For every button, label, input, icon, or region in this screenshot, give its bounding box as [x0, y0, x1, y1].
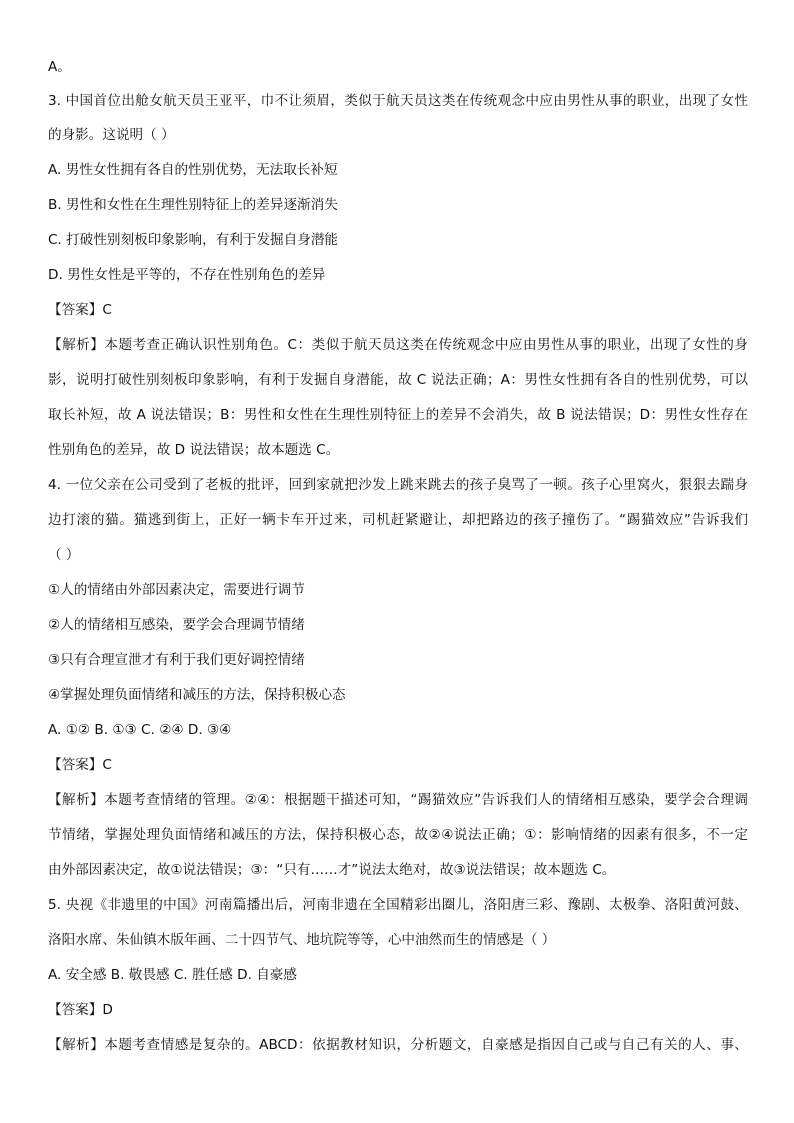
question-4-analysis-line-2: 节情绪，掌握处理负面情绪和减压的方法，保持积极心态，故②④说法正确；①：影响情绪的因素有很多，不一定 [48, 827, 748, 843]
question-4-statement-3: ③只有合理宣泄才有利于我们更好调控情绪 [48, 652, 305, 668]
question-3-analysis-line-2: 影，说明打破性别刻板印象影响，有利于发掘自身潜能，故 C 说法正确；A：男性女性拥有各自的性别优势，可以 [48, 372, 748, 388]
question-4-statement-2: ②人的情绪相互感染，要学会合理调节情绪 [48, 617, 305, 633]
question-4-answer: 【答案】C [48, 757, 112, 773]
question-3-option-c: C. 打破性别刻板印象影响，有利于发掘自身潜能 [48, 232, 339, 248]
question-5-stem-line-2: 洛阳水席、朱仙镇木版年画、二十四节气、地坑院等等，心中油然而生的情感是（ ） [48, 932, 556, 948]
question-5-options: A. 安全感 B. 敬畏感 C. 胜任感 D. 自豪感 [48, 967, 298, 983]
question-3-stem-line-1: 3. 中国首位出舱女航天员王亚平，巾不让须眉，类似于航天员这类在传统观念中应由男性从事的职业，出现了女性 [48, 93, 748, 109]
question-4-options: A. ①② B. ①③ C. ②④ D. ③④ [48, 722, 232, 738]
question-3-answer: 【答案】C [48, 302, 112, 318]
question-5-analysis-line-1: 【解析】本题考查情感是复杂的。ABCD：依据教材知识，分析题文，自豪感是指因自己或与自己有关的人、事、 [48, 1037, 748, 1053]
question-4-statement-4: ④掌握处理负面情绪和减压的方法，保持积极心态 [48, 687, 346, 703]
question-3-option-b: B. 男性和女性在生理性别特征上的差异逐渐消失 [48, 197, 338, 213]
question-4-statement-1: ①人的情绪由外部因素决定，需要进行调节 [48, 582, 305, 598]
question-3-analysis-line-1: 【解析】本题考查正确认识性别角色。C：类似于航天员这类在传统观念中应由男性从事的职业，出现了女性的身 [48, 337, 748, 353]
question-4-stem-line-2: 边打滚的猫。猫逃到街上，正好一辆卡车开过来，司机赶紧避让，却把路边的孩子撞伤了。“踢猫效应”告诉我们 [48, 512, 748, 528]
question-4-analysis-line-3: 由外部因素决定，故①说法错误；③：“只有……才”说法太绝对，故③说法错误；故本题选 C。 [48, 862, 616, 878]
question-3-analysis-line-3: 取长补短，故 A 说法错误；B：男性和女性在生理性别特征上的差异不会消失，故 B 说法错误；D：男性女性存在 [48, 407, 748, 423]
question-3-analysis-line-4: 性别角色的差异，故 D 说法错误；故本题选 C。 [48, 442, 340, 458]
question-5-answer: 【答案】D [48, 1002, 113, 1018]
question-4-stem-line-3: （ ） [48, 547, 80, 563]
question-3-option-a: A. 男性女性拥有各自的性别优势，无法取长补短 [48, 162, 338, 178]
question-3-option-d: D. 男性女性是平等的，不存在性别角色的差异 [48, 267, 326, 283]
question-3-stem-line-2: 的身影。这说明（ ） [48, 127, 175, 143]
question-4-stem-line-1: 4. 一位父亲在公司受到了老板的批评，回到家就把沙发上跳来跳去的孩子臭骂了一顿。孩子心里窝火，狠狠去踹身 [48, 477, 748, 493]
question-5-stem-line-1: 5. 央视《非遗里的中国》河南篇播出后，河南非遗在全国精彩出圈儿，洛阳唐三彩、豫剧、太极拳、洛阳黄河鼓、 [48, 897, 748, 913]
previous-answer-fragment: A。 [48, 59, 71, 75]
question-4-analysis-line-1: 【解析】本题考查情绪的管理。②④：根据题干描述可知，“踢猫效应”告诉我们人的情绪相互感染，要学会合理调 [48, 792, 748, 808]
